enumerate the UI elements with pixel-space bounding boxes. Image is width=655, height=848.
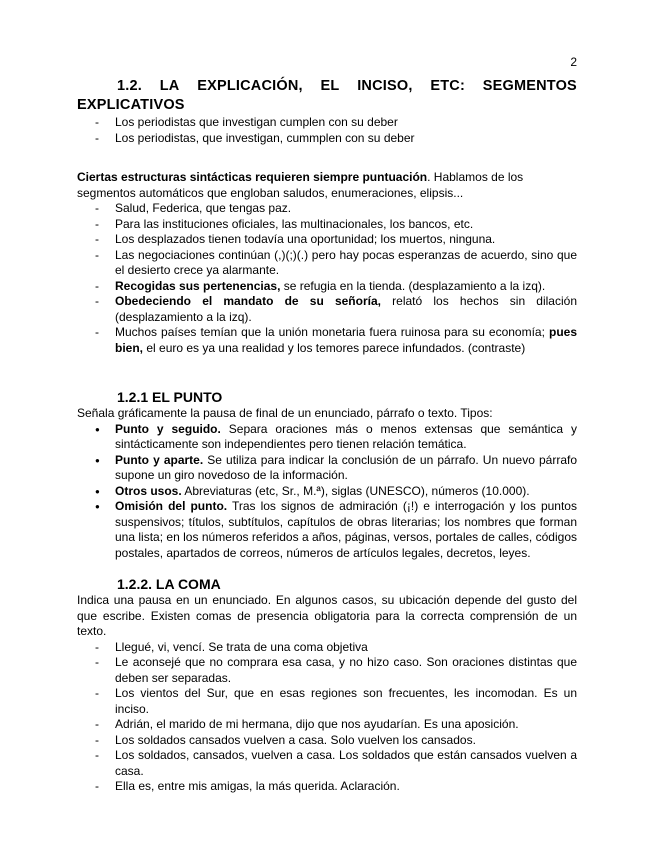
- heading-word: EL: [320, 78, 340, 94]
- list-item: - Ella es, entre mis amigas, la más querida. Aclaración.: [77, 779, 577, 795]
- list-item: - Llegué, vi, vencí. Se trata de una coma objetiva: [77, 640, 577, 656]
- list-item: - Muchos países temían que la unión monetaria fuera ruinosa para su economía; pues bien, el euro es ya una realidad y los temores parece infundados. (contraste): [77, 325, 577, 356]
- paragraph-intro: [77, 170, 577, 201]
- text: . Hablamos de los segmentos automáticos que engloban saludos, enumeraciones, elipsis...: [77, 170, 524, 200]
- section-heading-explicacion: [77, 77, 577, 115]
- paragraph-coma-intro: Indica una pausa en un enunciado. En algunos casos, su ubicación depende del gusto del que escribe. Existen comas de presencia obligatoria para la correcta comprensión de un texto.: [77, 593, 577, 638]
- list-item: - Le aconsejé que no comprara esa casa, y no hizo caso. Son oraciones distintas que deben ser separadas.: [77, 655, 577, 686]
- bold-text: Ciertas estructuras sintácticas requieren siempre puntuación: [77, 170, 428, 184]
- list-item: - Recogidas sus pertenencias, se refugia en la tienda. (desplazamiento a la izq).: [77, 279, 577, 295]
- heading-word: INCISO,: [357, 78, 413, 94]
- list-item: ● Omisión del punto. Tras los signos de admiración (¡!) e interrogación y los puntos suspensivos; títulos, subtítulos, capítulos de obras literarias; los nombres que forman una lista; en los números referidos a años, páginas, versos, portales de calles, códigos postales, apartados de correos, números de artículos legales, decretos, leyes.: [77, 499, 577, 561]
- paragraph-punto-intro: Señala gráficamente la pausa de final de un enunciado, párrafo o texto. Tipos:: [77, 406, 493, 420]
- heading-word: EXPLICACIÓN,: [197, 78, 303, 94]
- list-item: - Para las instituciones oficiales, las multinacionales, los bancos, etc.: [77, 217, 577, 233]
- section-heading-coma: 1.2.2. LA COMA: [117, 576, 221, 592]
- document-body: [77, 77, 577, 795]
- list-item: - Salud, Federica, que tengas paz.: [77, 201, 577, 217]
- coma-list: [77, 640, 577, 795]
- heading-word: ETC:: [430, 78, 465, 94]
- heading-word: 1.2.: [117, 78, 142, 94]
- list-item: - Obedeciendo el mandato de su señoría, relató los hechos sin dilación (desplazamiento a la izq).: [77, 294, 577, 325]
- heading-word: LA: [159, 78, 180, 94]
- list-item: - Los desplazados tienen todavía una oportunidad; los muertos, ninguna.: [77, 232, 577, 248]
- list-item: ● Punto y aparte. Se utiliza para indicar la conclusión de un párrafo. Un nuevo párrafo supone un giro novedoso de la información.: [77, 453, 577, 484]
- punto-list: [77, 422, 577, 562]
- list-item: - Los soldados, cansados, vuelven a casa. Los soldados que están cansados vuelven a casa.: [77, 748, 577, 779]
- list-item: - Adrián, el marido de mi hermana, dijo que nos ayudarían. Es una aposición.: [77, 717, 577, 733]
- example-list: [77, 115, 577, 146]
- page-number: 2: [570, 55, 577, 69]
- list-item: ● Punto y seguido. Separa oraciones más o menos extensas que semántica y sintácticamente son independientes pero tienen relación temática.: [77, 422, 577, 453]
- list-item: - Los soldados cansados vuelven a casa. Solo vuelven los cansados.: [77, 733, 577, 749]
- heading-word: SEGMENTOS: [482, 78, 577, 94]
- list-item: - Los periodistas que investigan cumplen con su deber: [77, 115, 577, 131]
- list-item: ● Otros usos. Abreviaturas (etc, Sr., M.ª), siglas (UNESCO), números (10.000).: [77, 484, 577, 500]
- list-item: - Las negociaciones continúan (,)(;)(.) pero hay pocas esperanzas de acuerdo, sino que el desierto crece ya alarmante.: [77, 248, 577, 279]
- structure-list: [77, 201, 577, 356]
- heading-continuation: EXPLICATIVOS: [77, 97, 185, 113]
- list-item: - Los vientos del Sur, que en esas regiones son frecuentes, les incomodan. Es un inciso.: [77, 686, 577, 717]
- section-heading-punto: 1.2.1 EL PUNTO: [117, 389, 223, 405]
- list-item: - Los periodistas, que investigan, cummplen con su deber: [77, 131, 577, 147]
